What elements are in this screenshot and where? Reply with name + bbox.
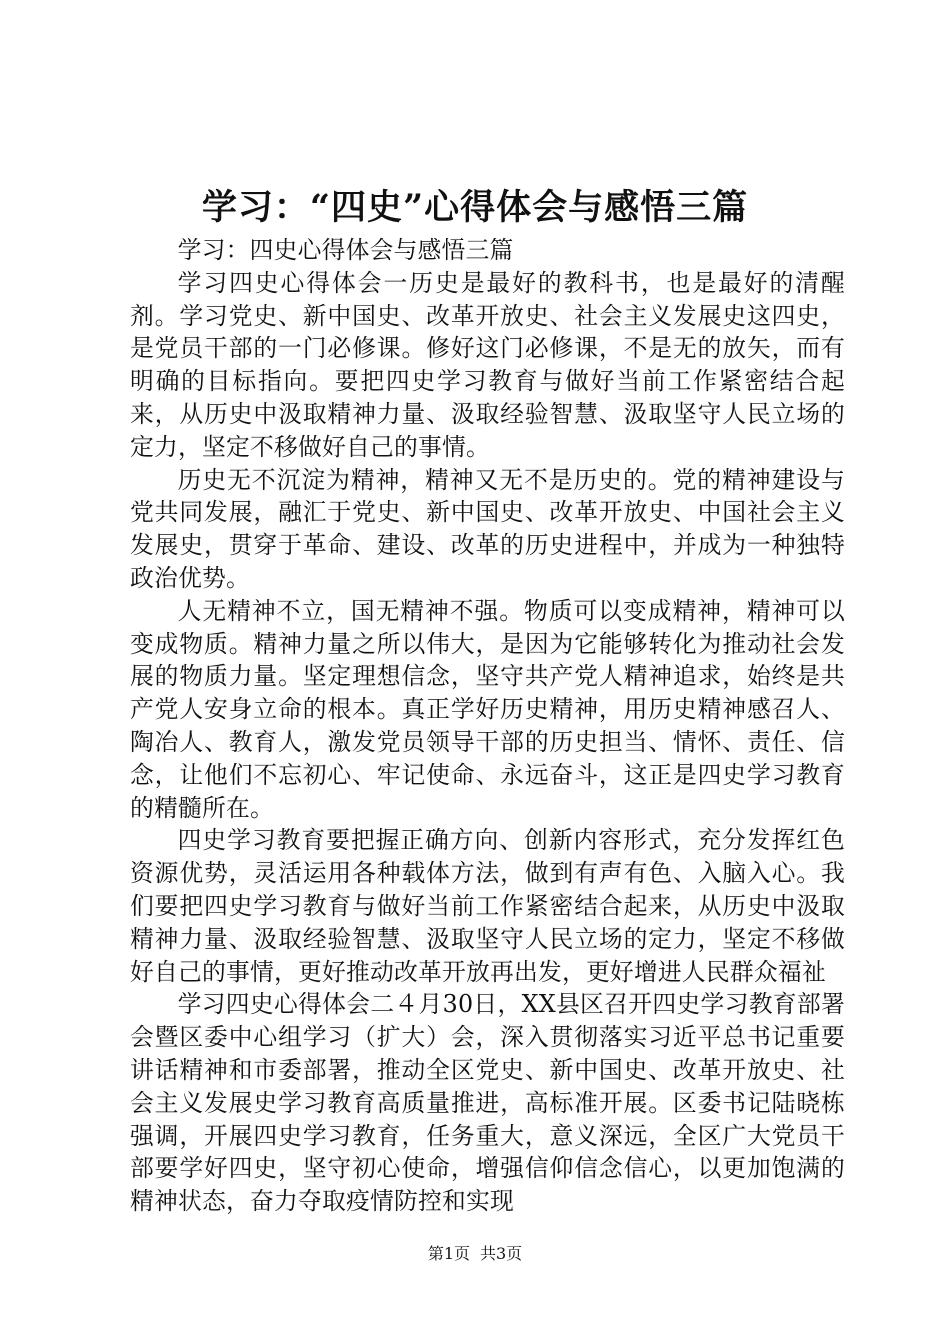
paragraph: 学习四史心得体会二４月30日，XX县区召开四史学习教育部署会暨区委中心组学习（扩大）会，深入贯彻落实习近平总书记重要讲话精神和市委部署，推动全区党史、新中国史、改革开放史、社会主义发展史学习教育高质量推进，高标准开展。区委书记陆晓栋强调，开展四史学习教育，任务重大，意义深远，全区广大党员干部要学好四史，坚守初心使命，增强信仰信念信心，以更加饱满的精神状态，奋力夺取疫情防控和实现 (130, 990, 845, 1216)
paragraph: 历史无不沉淀为精神，精神又无不是历史的。党的精神建设与党共同发展，融汇于党史、新中国史、改革开放史、中国社会主义发展史，贯穿于革命、建设、改革的历史进程中，并成为一种独特政治优势。 (130, 465, 845, 592)
document-title: 学习：“四史”心得体会与感悟三篇 (201, 187, 749, 228)
paragraph: 学习：四史心得体会与感悟三篇 (177, 236, 514, 264)
page-footer (0, 1243, 950, 1265)
paragraph: 学习四史心得体会一历史是最好的教科书，也是最好的清醒剂。学习党史、新中国史、改革开放史、社会主义发展史这四史，是党员干部的一门必修课。修好这门必修课，不是无的放矢，而有明确的目标指向。要把四史学习教育与做好当前工作紧密结合起来，从历史中汲取精神力量、汲取经验智慧、汲取坚守人民立场的定力，坚定不移做好自己的事情。 (130, 268, 845, 461)
page-number: 第1页 (427, 1244, 470, 1263)
document-body (130, 234, 845, 1218)
paragraph: 四史学习教育要把握正确方向、创新内容形式，充分发挥红色资源优势，灵活运用各种载体方法，做到有声有色、入脑入心。我们要把四史学习教育与做好当前工作紧密结合起来，从历史中汲取精神力量、汲取经验智慧、汲取坚守人民立场的定力，坚定不移做好自己的事情，更好推动改革开放再出发，更好增进人民群众福祉 (130, 826, 845, 986)
page-total: 共3页 (480, 1244, 523, 1263)
paragraph: 人无精神不立，国无精神不强。物质可以变成精神，精神可以变成物质。精神力量之所以伟大，是因为它能够转化为推动社会发展的物质力量。坚定理想信念，坚守共产党人精神追求，始终是共产党人安身立命的根本。真正学好历史精神，用历史精神感召人、陶冶人、教育人，激发党员领导干部的历史担当、情怀、责任、信念，让他们不忘初心、牢记使命、永远奋斗，这正是四史学习教育的精髓所在。 (130, 596, 845, 822)
